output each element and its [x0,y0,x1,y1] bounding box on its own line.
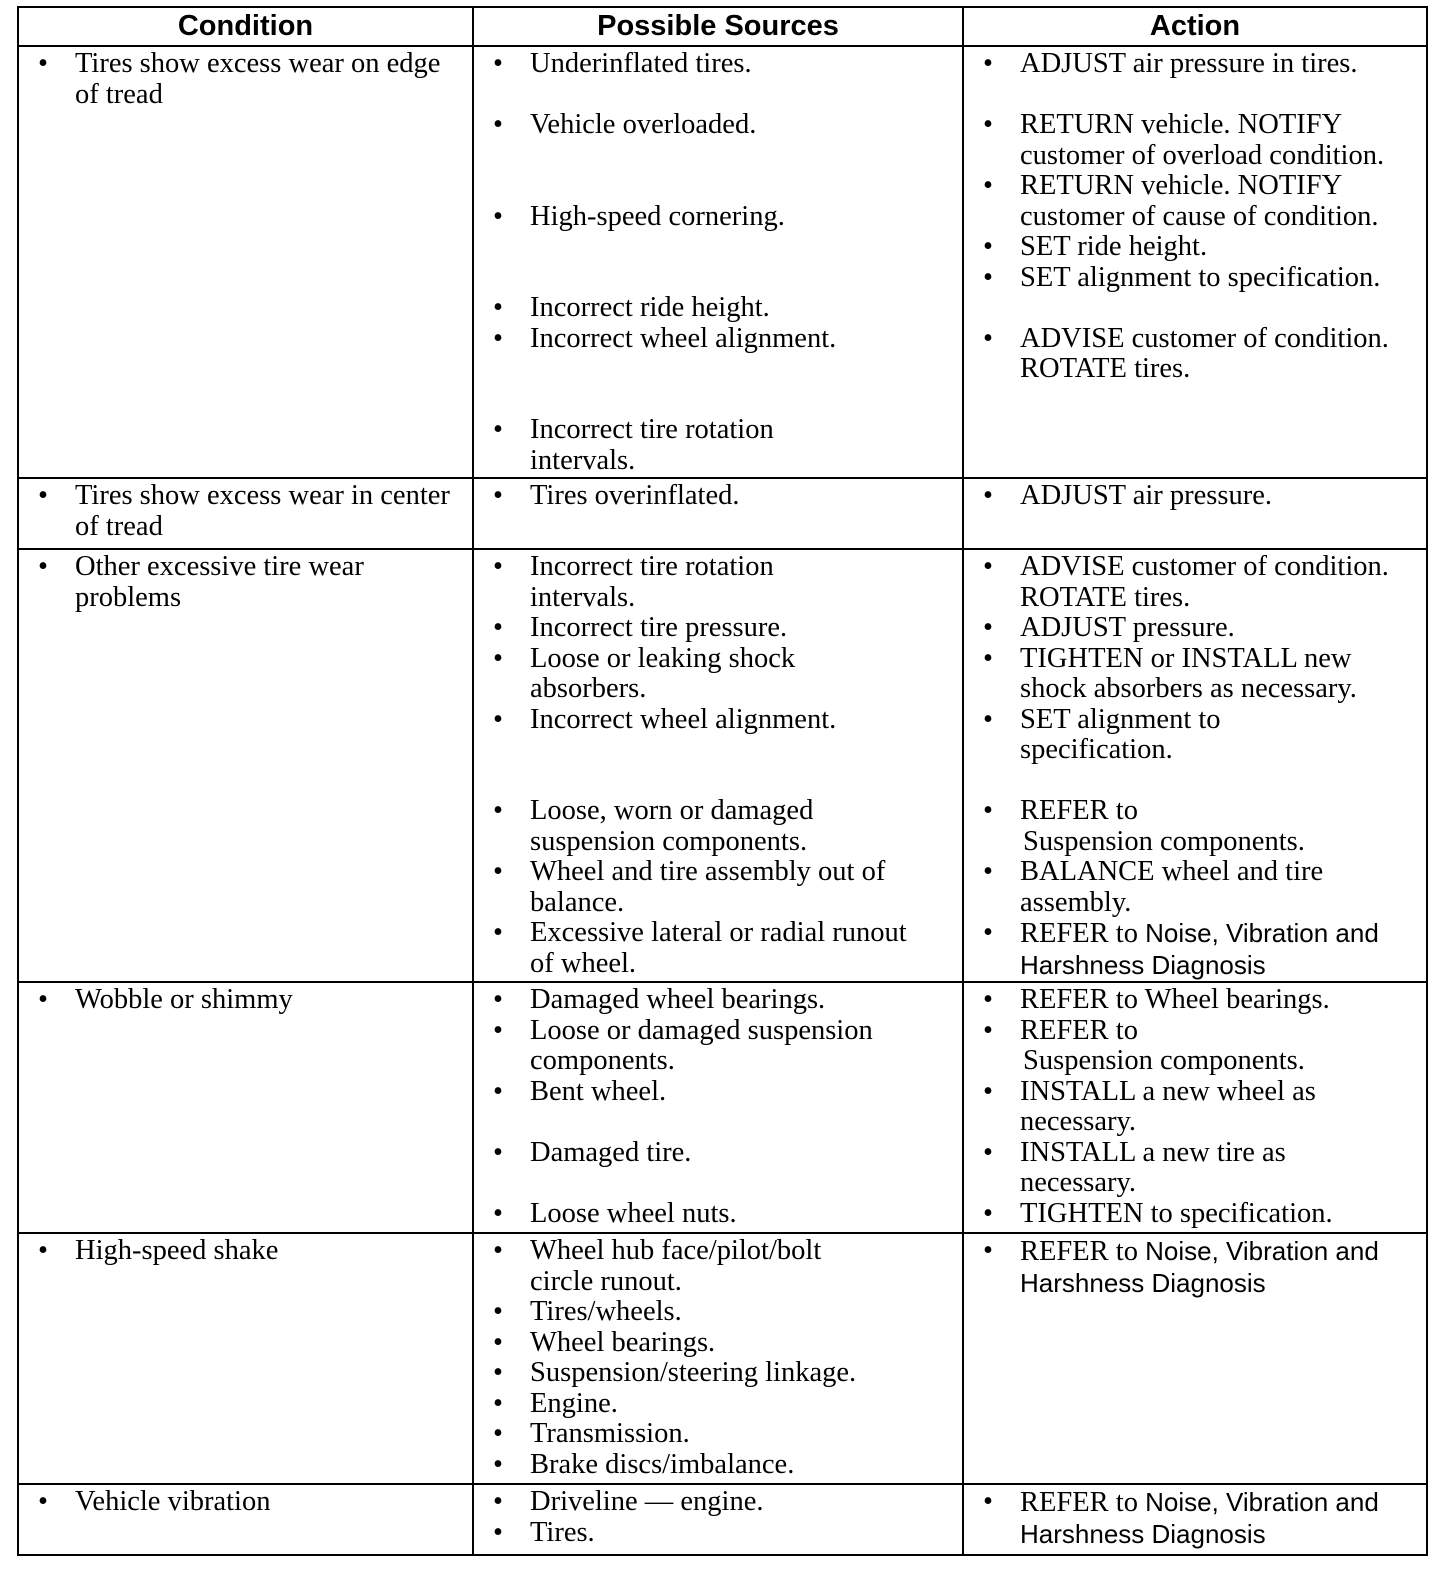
condition-cell [18,1233,473,1484]
list-item [964,481,1426,512]
bullet: • [983,170,993,201]
list-item [474,110,962,141]
condition-cell [18,46,473,478]
bullet: • [983,856,993,887]
bullet: • [493,1326,503,1358]
condition-text: High-speed shake [75,1235,279,1266]
sources-cell [473,1484,963,1555]
source-text: Tires/wheels. [530,1296,682,1327]
list-item [964,263,1426,294]
nvh-diagnosis-link[interactable]: Noise, Vibration and Harshness Diagnosis [1020,1487,1379,1549]
bullet: • [493,292,503,323]
bullet: • [983,1136,993,1168]
action-text: ADJUST air pressure. [1020,480,1272,511]
bullet: • [983,1235,993,1266]
bullet: • [493,1418,503,1449]
action-text-pre: REFER to [1020,918,1138,949]
list-item [474,1328,962,1359]
bullet: • [983,109,993,140]
list-item [474,1358,962,1389]
condition-cell [18,549,473,982]
source-text: Vehicle overloaded. [530,109,757,140]
source-text: Excessive lateral or radial runout of wheel. [530,917,907,979]
list-item [964,1138,1426,1199]
bullet: • [38,1235,48,1266]
list-item [474,1450,962,1481]
action-text-pre: REFER to [1020,1014,1138,1046]
bullet: • [493,322,503,354]
list-item [19,1487,472,1518]
bullet: • [38,480,48,511]
action-cell [963,982,1427,1233]
bullet: • [493,1448,503,1480]
list-item [474,644,962,705]
bullet: • [493,480,503,511]
bullet: • [983,551,993,582]
bullet: • [493,109,503,140]
bullet: • [493,551,503,582]
condition-cell [18,478,473,549]
bullet: • [493,1197,503,1229]
action-text: ADVISE customer of condition. ROTATE tires. [1020,322,1389,384]
list-item [474,1236,962,1297]
list-item [19,985,472,1016]
list-item [964,985,1426,1016]
action-text-pre: REFER to [1020,795,1138,826]
condition-text: Other excessive tire wear problems [75,551,364,613]
list-item [474,481,962,512]
sources-cell [473,1233,963,1484]
list-item [474,415,962,476]
condition-text: Vehicle vibration [75,1486,271,1517]
list-item [964,857,1426,918]
nvh-diagnosis-link[interactable]: Noise, Vibration and Harshness Diagnosis [1020,918,1379,980]
list-item [474,705,962,736]
header-row [18,7,1427,46]
action-text: ADVISE customer of condition. ROTATE tires. [1020,551,1389,613]
list-item [964,644,1426,705]
condition-text: Wobble or shimmy [75,984,293,1015]
bullet: • [983,322,993,354]
bullet: • [493,612,503,643]
header-action: Action [963,7,1427,46]
bullet: • [493,1486,503,1517]
bullet: • [38,551,48,582]
list-item [964,918,1426,981]
source-text: Transmission. [530,1418,690,1449]
list-item [474,324,962,355]
bullet: • [983,1486,993,1517]
bullet: • [983,612,993,643]
suspension-components-link[interactable]: Suspension components. [1023,825,1305,857]
source-text: Suspension/steering linkage. [530,1357,857,1388]
bullet: • [983,795,993,826]
source-text: Engine. [530,1387,618,1419]
action-text: BALANCE wheel and tire assembly. [1020,856,1324,918]
list-item [474,918,962,979]
list-item [964,613,1426,644]
table-row [18,549,1427,982]
table-row [18,46,1427,478]
source-text: Loose wheel nuts. [530,1197,737,1229]
list-item [19,481,472,542]
action-cell [963,549,1427,982]
list-item [474,202,962,233]
list-item [474,1016,962,1077]
bullet: • [493,1235,503,1266]
bullet: • [493,1136,503,1168]
diagnosis-table [17,6,1428,1556]
bullet: • [983,1075,993,1107]
list-item [19,552,472,613]
list-item [474,1518,962,1549]
header-condition: Condition [18,7,473,46]
list-item [19,1236,472,1267]
bullet: • [983,1197,993,1229]
source-text: Driveline — engine. [530,1486,764,1517]
bullet: • [983,261,993,293]
bullet: • [493,703,503,735]
source-text: Incorrect wheel alignment. [530,322,837,354]
action-text-pre: REFER to [1020,1487,1138,1518]
action-text: INSTALL a new wheel as necessary. [1020,1075,1316,1137]
source-text: Wheel bearings. [530,1326,716,1358]
action-text: TIGHTEN or INSTALL new shock absorbers as necessary. [1020,642,1357,704]
suspension-components-link[interactable]: Suspension components. [1023,1045,1305,1076]
bullet: • [983,231,993,262]
list-item [964,232,1426,263]
table-row [18,1233,1427,1484]
bullet: • [493,1387,503,1419]
bullet: • [38,984,48,1015]
bullet: • [983,480,993,511]
action-text: SET alignment to specification. [1020,703,1221,765]
source-text: Incorrect tire rotation intervals. [530,414,774,476]
list-item [474,857,962,918]
action-text: ADJUST air pressure in tires. [1020,48,1358,79]
list-item [474,293,962,324]
bullet: • [493,1296,503,1327]
bullet: • [493,642,503,674]
action-cell [963,478,1427,549]
action-cell [963,46,1427,478]
bullet: • [493,1516,503,1548]
sources-cell [473,478,963,549]
action-text: RETURN vehicle. NOTIFY customer of cause of condition. [1020,170,1379,232]
action-text-pre: REFER to [1020,984,1138,1015]
list-item [964,705,1426,766]
bullet: • [493,1357,503,1388]
table-row [18,1484,1427,1555]
bullet: • [493,1075,503,1107]
source-text: Brake discs/imbalance. [530,1448,795,1480]
wheel-bearings-link[interactable]: Wheel bearings. [1144,984,1330,1015]
source-text: Loose, worn or damaged suspension components. [530,795,814,857]
bullet: • [493,795,503,826]
source-text: High-speed cornering. [530,200,785,232]
action-text: TIGHTEN to specification. [1020,1197,1333,1229]
list-item [964,1487,1426,1550]
bullet: • [493,200,503,232]
action-cell [963,1484,1427,1555]
list-item [964,324,1426,385]
list-item [964,49,1426,80]
bullet: • [38,1486,48,1517]
bullet: • [493,48,503,79]
list-item [964,1236,1426,1299]
sources-cell [473,982,963,1233]
source-text: Damaged tire. [530,1136,692,1168]
list-item [474,1389,962,1420]
list-item [474,796,962,857]
source-text: Tires. [530,1516,595,1548]
list-item [474,1077,962,1108]
action-text-pre: REFER to [1020,1236,1138,1267]
source-text: Incorrect wheel alignment. [530,703,837,735]
table-row [18,982,1427,1233]
action-cell [963,1233,1427,1484]
bullet: • [983,917,993,948]
list-item [474,1138,962,1169]
bullet: • [983,1014,993,1046]
list-item [474,552,962,613]
bullet: • [983,642,993,674]
source-text: Loose or leaking shock absorbers. [530,642,796,704]
condition-cell [18,1484,473,1555]
bullet: • [983,703,993,735]
list-item [964,552,1426,613]
list-item [964,1016,1426,1077]
list-item [964,171,1426,232]
nvh-diagnosis-link[interactable]: Noise, Vibration and Harshness Diagnosis [1020,1236,1379,1298]
list-item [964,1077,1426,1138]
source-text: Incorrect tire rotation intervals. [530,551,774,613]
sources-cell [473,46,963,478]
list-item [964,1199,1426,1230]
list-item [474,1199,962,1230]
bullet: • [493,414,503,445]
list-item [474,1297,962,1328]
bullet: • [493,984,503,1015]
condition-text: Tires show excess wear in center of tread [75,480,450,542]
bullet: • [38,48,48,79]
source-text: Underinflated tires. [530,48,752,79]
action-text: SET ride height. [1020,231,1208,262]
condition-cell [18,982,473,1233]
source-text: Bent wheel. [530,1075,667,1107]
source-text: Tires overinflated. [530,480,740,511]
list-item [474,1487,962,1518]
action-text: RETURN vehicle. NOTIFY customer of overload condition. [1020,109,1385,171]
action-text: ADJUST pressure. [1020,612,1235,643]
source-text: Loose or damaged suspension components. [530,1014,873,1076]
bullet: • [493,1014,503,1046]
list-item [964,796,1426,857]
bullet: • [983,984,993,1015]
sources-cell [473,549,963,982]
bullet: • [493,856,503,887]
table-row [18,478,1427,549]
source-text: Wheel hub face/pilot/bolt circle runout. [530,1235,822,1297]
header-possible-sources: Possible Sources [473,7,963,46]
action-text: INSTALL a new tire as necessary. [1020,1136,1286,1198]
list-item [19,49,472,110]
bullet: • [493,917,503,948]
list-item [474,49,962,80]
source-text: Wheel and tire assembly out of balance. [530,856,886,918]
condition-text: Tires show excess wear on edge of tread [75,48,441,110]
list-item [474,1419,962,1450]
source-text: Incorrect ride height. [530,292,770,323]
list-item [964,110,1426,171]
source-text: Incorrect tire pressure. [530,612,788,643]
source-text: Damaged wheel bearings. [530,984,826,1015]
bullet: • [983,48,993,79]
action-text: SET alignment to specification. [1020,261,1381,293]
list-item [474,985,962,1016]
list-item [474,613,962,644]
